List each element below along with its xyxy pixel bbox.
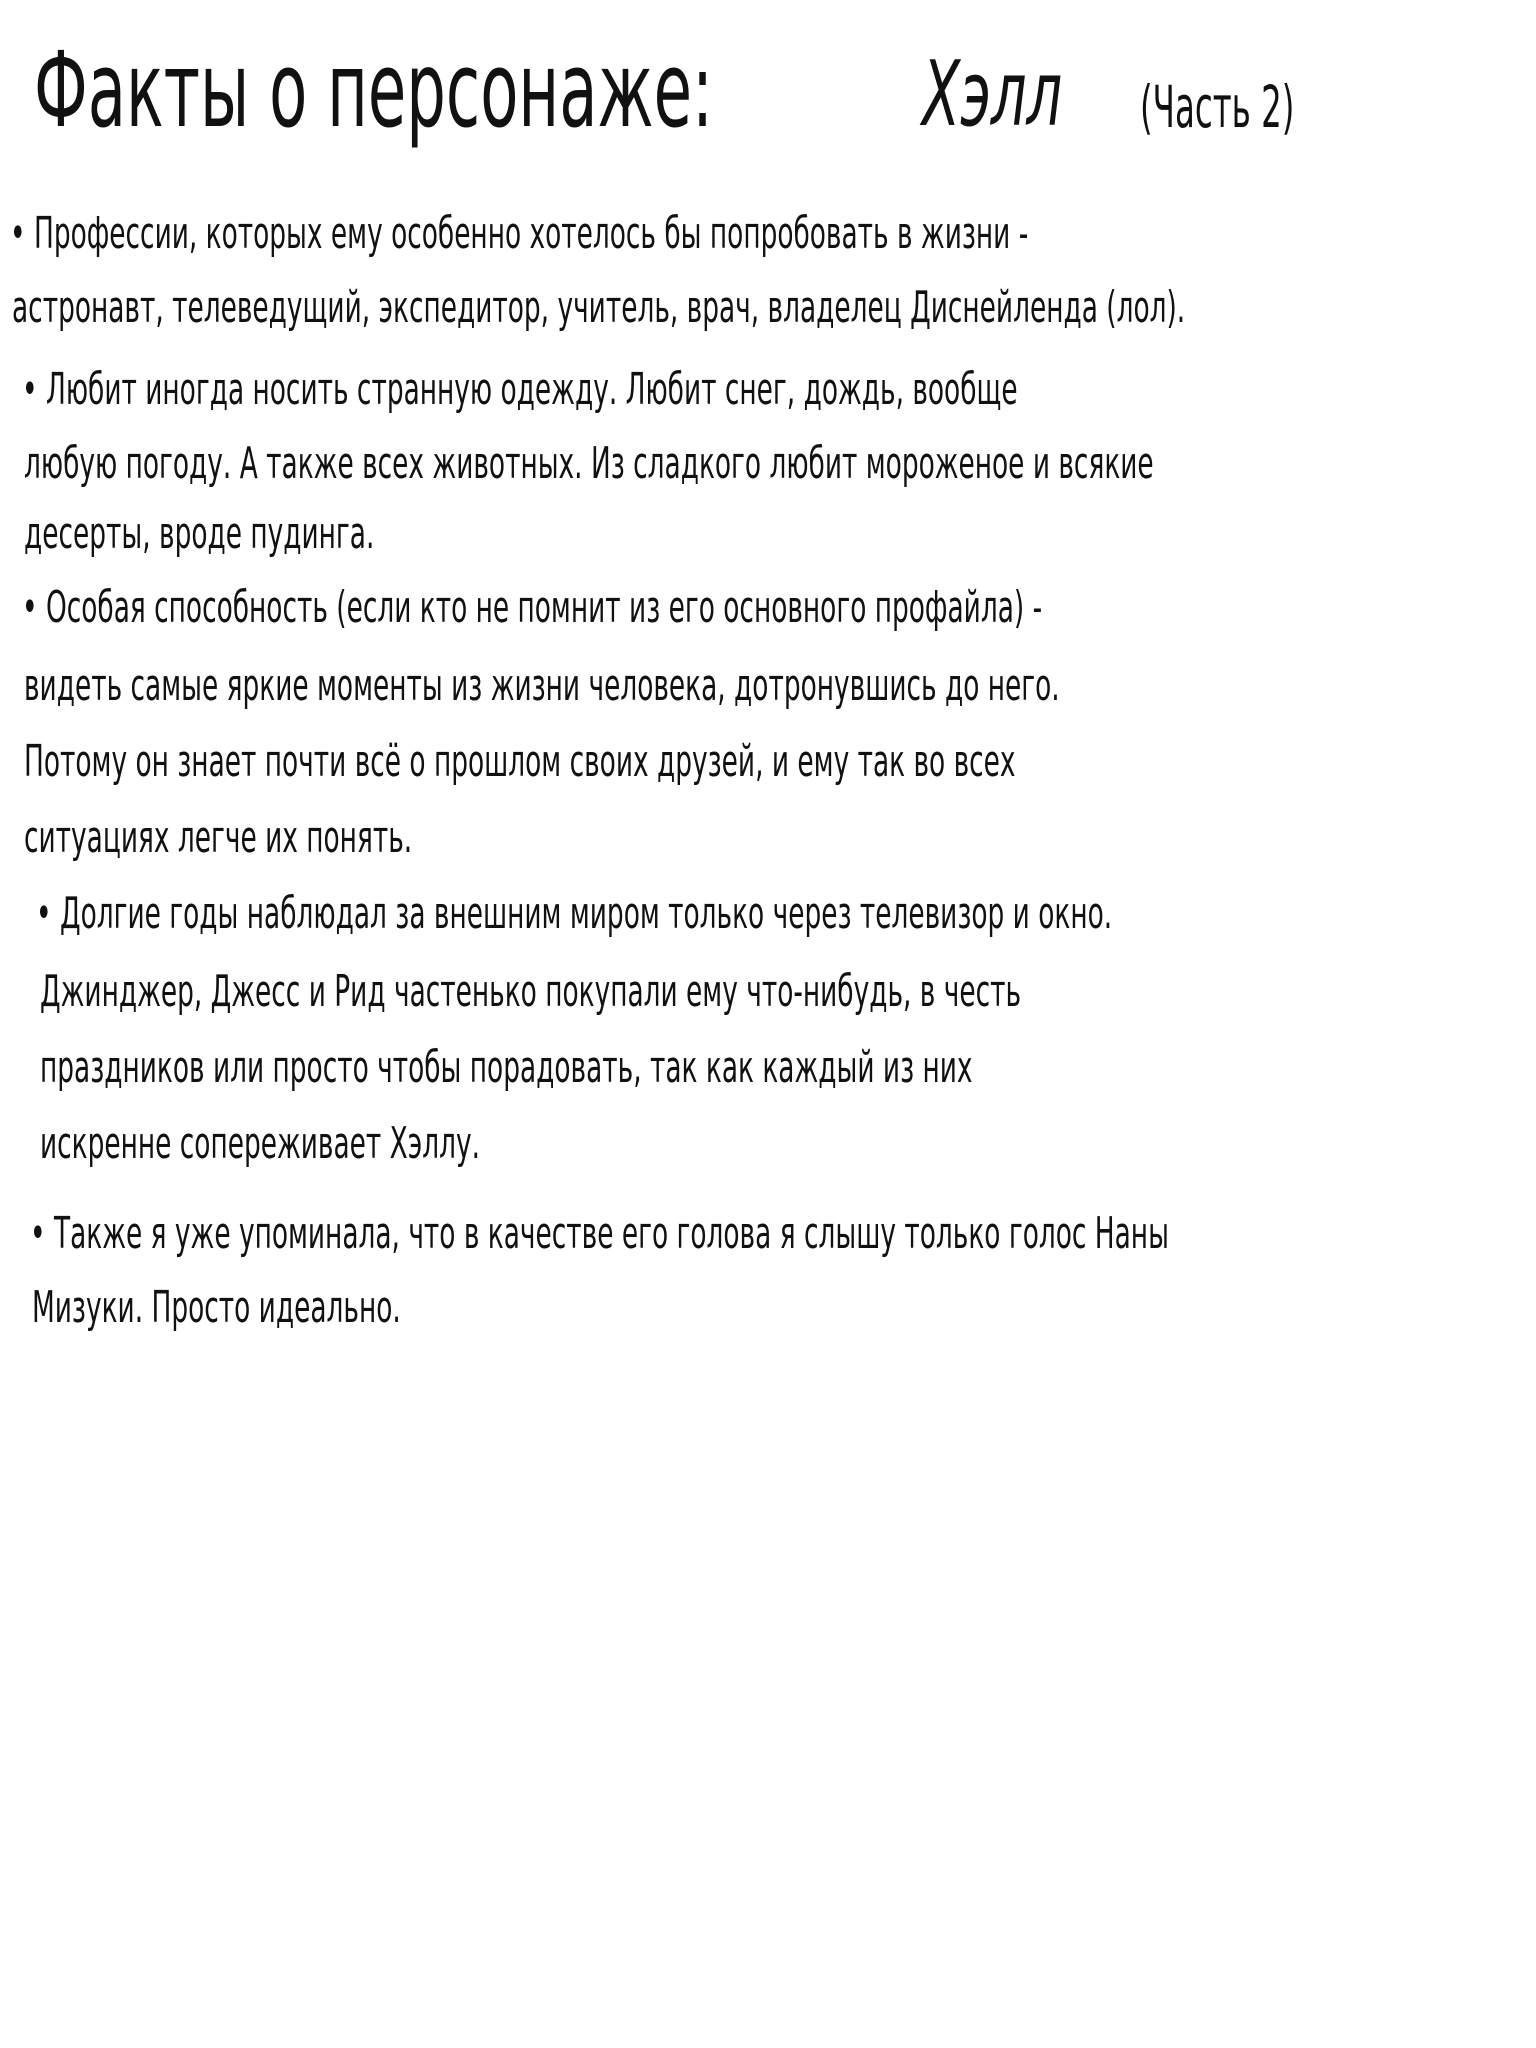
fact-text: Долгие годы наблюдал за внешним миром только через телевизор и окно. — [59, 888, 1113, 939]
fact-text: Любит иногда носить странную одежду. Любит снег, дождь, вообще — [45, 364, 1018, 415]
fact-text: любую погоду. А также всех животных. Из сладкого любит мороженое и всякие — [24, 438, 1154, 489]
fact-text: Профессии, которых ему особенно хотелось бы попробовать в жизни - — [33, 208, 1029, 259]
fact-text: Особая способность (если кто не помнит из его основного профайла) - — [45, 582, 1043, 633]
fact-text: праздников или просто чтобы порадовать, так как каждый из них — [40, 1042, 973, 1093]
fact-3-line-1 — [22, 582, 1043, 633]
fact-3-line-4 — [24, 812, 413, 863]
bullet-icon: • — [22, 582, 38, 633]
bullet-icon: • — [10, 208, 26, 259]
fact-text: астронавт, телеведущий, экспедитор, учитель, врач, владелец Диснейленда (лол). — [12, 282, 1186, 333]
fact-4-line-2 — [40, 966, 1022, 1017]
bullet-icon: • — [30, 1208, 46, 1259]
fact-text: видеть самые яркие моменты из жизни человека, дотронувшись до него. — [24, 660, 1060, 711]
fact-5-line-1 — [30, 1208, 1169, 1259]
fact-text: Джинджер, Джесс и Рид частенько покупали ему что-нибудь, в честь — [40, 966, 1022, 1017]
page-title-main: Факты о персонаже: — [34, 29, 714, 151]
bullet-icon: • — [22, 364, 38, 415]
fact-3-line-3 — [24, 736, 1016, 787]
fact-4-line-1 — [36, 888, 1113, 939]
fact-1-line-2 — [12, 282, 1186, 333]
fact-text: ситуациях легче их понять. — [24, 812, 413, 863]
fact-text: Также я уже упоминала, что в качестве его голова я слышу только голос Наны — [53, 1208, 1169, 1259]
fact-2-line-3 — [24, 508, 375, 559]
fact-text: Потому он знает почти всё о прошлом своих друзей, и ему так во всех — [24, 736, 1016, 787]
bullet-icon: • — [36, 888, 52, 939]
fact-1-line-1 — [10, 208, 1029, 259]
page-title-name — [922, 42, 1148, 147]
fact-2-line-1 — [22, 364, 1018, 415]
fact-3-line-2 — [24, 660, 1060, 711]
fact-4-line-3 — [40, 1042, 973, 1093]
fact-4-line-4 — [40, 1118, 480, 1169]
fact-5-line-2 — [32, 1282, 401, 1333]
fact-text: искренне сопереживает Хэллу. — [40, 1118, 480, 1169]
page-title-part — [1140, 73, 1416, 141]
part-label: (Часть 2) — [1140, 73, 1295, 141]
fact-text: десерты, вроде пудинга. — [24, 508, 375, 559]
character-name: Хэлл — [922, 42, 1063, 147]
fact-2-line-2 — [24, 438, 1154, 489]
fact-text: Мизуки. Просто идеально. — [32, 1282, 401, 1333]
